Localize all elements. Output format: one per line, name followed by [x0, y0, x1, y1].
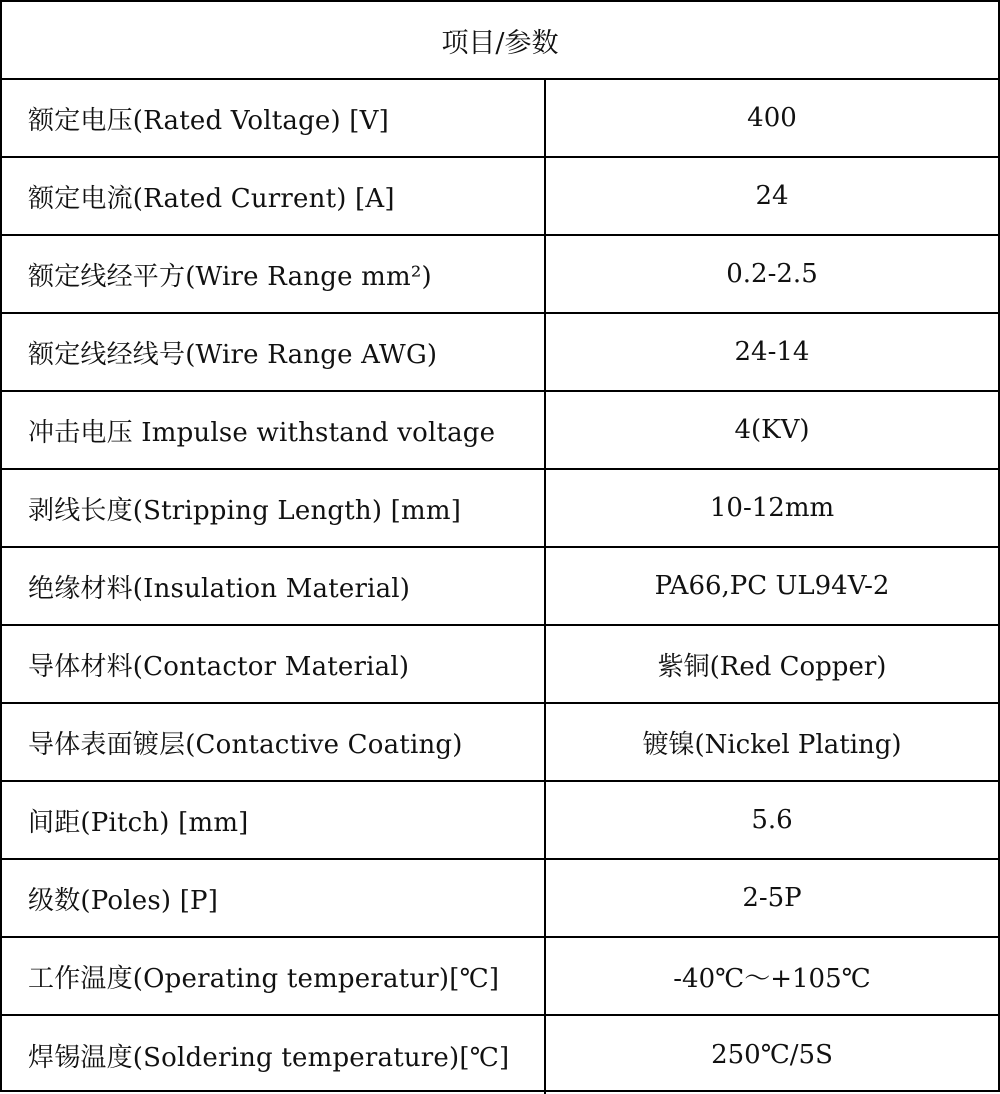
- param-value: 4(KV): [734, 415, 810, 445]
- param-label: 焊锡温度(Soldering temperature)[℃]: [2, 1016, 546, 1094]
- param-label: 导体材料(Contactor Material): [2, 626, 546, 702]
- param-value: 镀镍(Nickel Plating): [642, 729, 902, 760]
- table-row: [2, 236, 998, 314]
- param-value: 24-14: [734, 337, 810, 367]
- table-row: [2, 782, 998, 860]
- param-label: 额定电压(Rated Voltage) [V]: [2, 80, 546, 156]
- table-row: [2, 704, 998, 782]
- table-header: 项目/参数: [2, 2, 998, 80]
- param-label: 额定线经线号(Wire Range AWG): [2, 314, 546, 390]
- table-row: [2, 392, 998, 470]
- table-row: [2, 548, 998, 626]
- param-value: 5.6: [751, 805, 793, 835]
- param-label: 额定线经平方(Wire Range mm²): [2, 236, 546, 312]
- param-label: 导体表面镀层(Contactive Coating): [2, 704, 546, 780]
- param-label: 剥线长度(Stripping Length) [mm]: [2, 470, 546, 546]
- table-row: [2, 626, 998, 704]
- param-value: 400: [747, 103, 797, 133]
- param-value: -40℃～+105℃: [673, 963, 871, 994]
- table-body: [2, 80, 998, 1094]
- param-label: 工作温度(Operating temperatur)[℃]: [2, 938, 546, 1014]
- table-row: [2, 470, 998, 548]
- param-value: 紫铜(Red Copper): [657, 651, 887, 682]
- param-value: 0.2-2.5: [726, 259, 818, 289]
- table-row: [2, 1016, 998, 1094]
- table-row: [2, 860, 998, 938]
- table-row: [2, 314, 998, 392]
- param-label: 额定电流(Rated Current) [A]: [2, 158, 546, 234]
- param-label: 级数(Poles) [P]: [2, 860, 546, 936]
- param-label: 绝缘材料(Insulation Material): [2, 548, 546, 624]
- param-value: 24: [755, 181, 789, 211]
- table-row: [2, 80, 998, 158]
- param-value: 10-12mm: [709, 493, 835, 523]
- param-value: 2-5P: [742, 883, 802, 913]
- param-label: 冲击电压 Impulse withstand voltage: [2, 392, 546, 468]
- table-row: [2, 938, 998, 1016]
- table-row: [2, 158, 998, 236]
- param-value: PA66,PC UL94V-2: [654, 571, 890, 601]
- param-label: 间距(Pitch) [mm]: [2, 782, 546, 858]
- param-value: 250℃/5S: [711, 1040, 833, 1070]
